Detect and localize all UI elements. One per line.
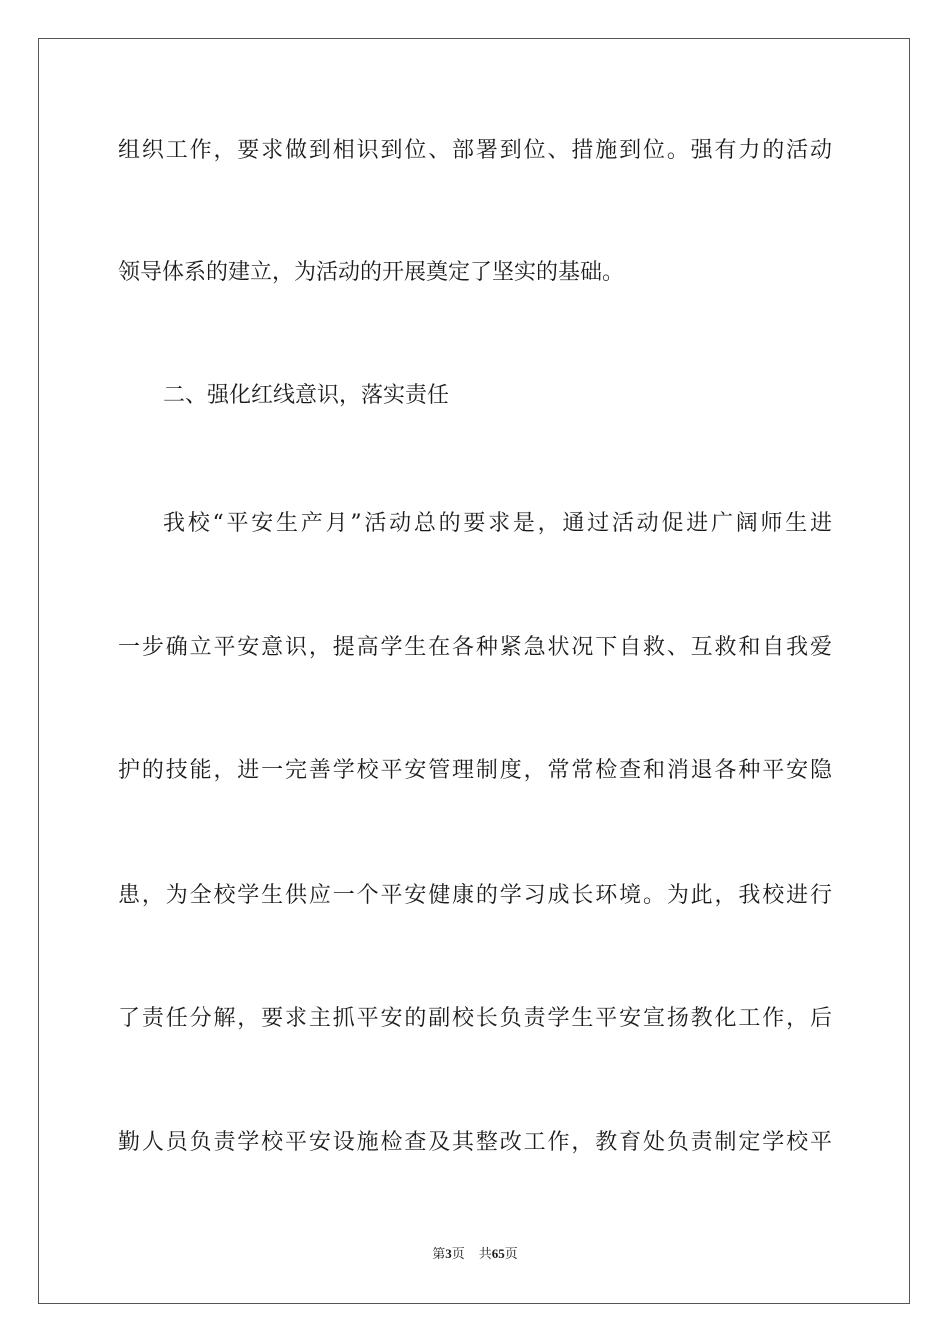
total-prefix: 共 [478, 1247, 492, 1262]
body-line-9: 勤人员负责学校平安设施检查及其整改工作，教育处负责制定学校平 [118, 1130, 832, 1155]
body-line-4: 我校“平安生产月”活动总的要求是，通过活动促进广阔师生进 [163, 511, 832, 536]
page-border [38, 38, 910, 1304]
body-line-6: 护的技能，进一完善学校平安管理制度，常常检查和消退各种平安隐 [118, 758, 832, 783]
body-line-1: 组织工作，要求做到相识到位、部署到位、措施到位。强有力的活动 [118, 138, 832, 163]
page-footer [0, 1245, 950, 1264]
body-line-7: 患，为全校学生供应一个平安健康的学习成长环境。为此，我校进行 [118, 883, 832, 908]
current-page-number: 3 [445, 1246, 452, 1261]
total-page-count: 65 [491, 1246, 505, 1261]
section-heading: 二、强化红线意识，落实责任 [163, 383, 450, 408]
total-suffix: 页 [504, 1247, 518, 1262]
body-line-2: 领导体系的建立，为活动的开展奠定了坚实的基础。 [118, 260, 625, 285]
page-suffix: 页 [451, 1247, 465, 1262]
body-line-5: 一步确立平安意识，提高学生在各种紧急状况下自救、互救和自我爱 [118, 635, 832, 660]
body-line-8: 了责任分解，要求主抓平安的副校长负责学生平安宣扬教化工作，后 [118, 1006, 832, 1031]
page-prefix: 第 [432, 1247, 446, 1262]
